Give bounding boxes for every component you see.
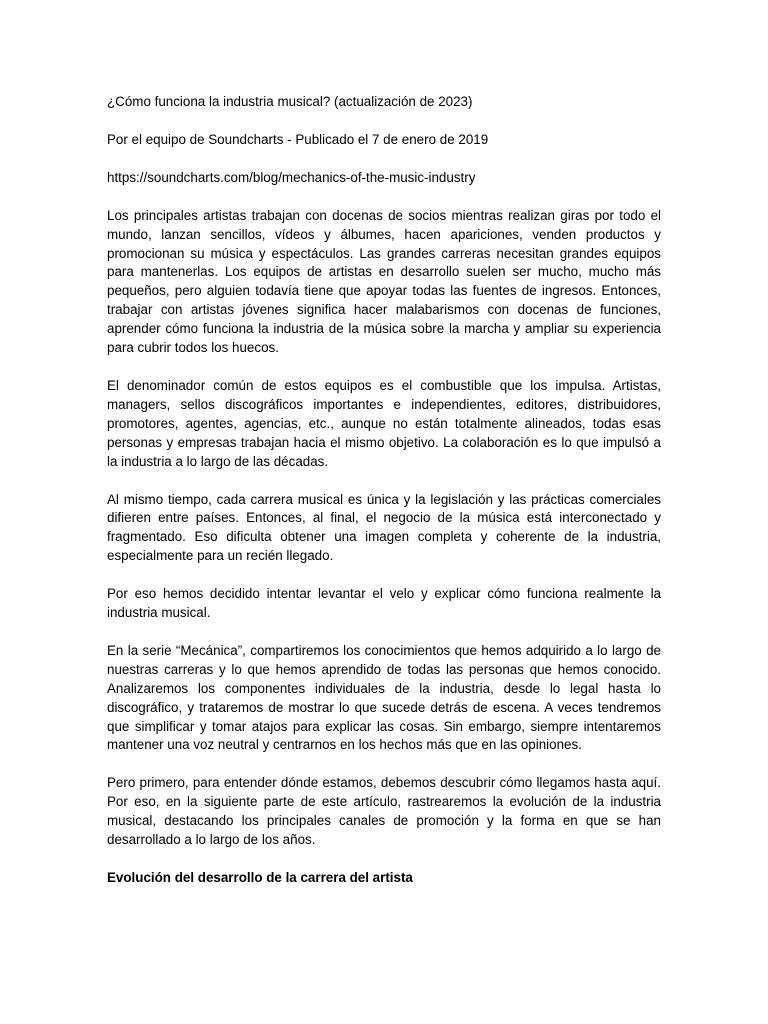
- paragraph-4: Por eso hemos decidido intentar levantar el velo y explicar cómo funciona realmente la industria musical.: [107, 586, 661, 621]
- source-url: https://soundcharts.com/blog/mechanics-of-the-music-industry: [107, 169, 476, 185]
- paragraph-2: El denominador común de estos equipos es el combustible que los impulsa. Artistas, managers, sellos discográficos importantes e independientes, editores, distribuidores, promotores, agentes, agencias, etc., aunque no están totalmente alineados, todas esas personas y empresas trabajan hacia el mismo objetivo. La colaboración es lo que impulsó a la industria a lo largo de las décadas.: [107, 377, 661, 469]
- paragraph-6: Pero primero, para entender dónde estamos, debemos descubrir cómo llegamos hasta aquí. Por eso, en la siguiente parte de este artículo, rastrearemos la evolución de la industria musical, destacando los principales canales de promoción y la forma en que se han desarrollado a lo largo de los años.: [107, 775, 661, 848]
- paragraph-3: Al mismo tiempo, cada carrera musical es única y la legislación y las prácticas comerciales difieren entre países. Entonces, al final, el negocio de la música está interconectado y fragmentado. Eso dificulta obtener una imagen completa y coherente de la industria, especialmente para un recién llegado.: [107, 491, 661, 564]
- document-title: ¿Cómo funciona la industria musical? (actualización de 2023): [107, 94, 473, 109]
- document-page: [107, 93, 661, 888]
- paragraph-5: En la serie “Mecánica”, compartiremos los conocimientos que hemos adquirido a lo largo de nuestras carreras y lo que hemos aprendido de todas las personas que hemos conocido. Analizaremos los componentes individuales de la industria, desde lo legal hasta lo discográfico, y trataremos de mostrar lo que sucede detrás de escena. A veces tendremos que simplificar y tomar atajos para explicar las cosas. Sin embargo, siempre intentaremos mantener una voz neutral y centrarnos en los hechos más que en las opiniones.: [107, 642, 661, 753]
- section-heading: Evolución del desarrollo de la carrera del artista: [107, 870, 413, 885]
- byline: Por el equipo de Soundcharts - Publicado el 7 de enero de 2019: [107, 131, 489, 147]
- paragraph-1: Los principales artistas trabajan con docenas de socios mientras realizan giras por todo el mundo, lanzan sencillos, vídeos y álbumes, hacen apariciones, venden productos y promocionan su música y espectáculos. Las grandes carreras necesitan grandes equipos para mantenerlas. Los equipos de artistas en desarrollo suelen ser mucho, mucho más pequeños, pero alguien todavía tiene que apoyar todas las fuentes de ingresos. Entonces, trabajar con artistas jóvenes significa hacer malabarismos con docenas de funciones, aprender cómo funciona la industria de la música sobre la marcha y ampliar su experiencia para cubrir todos los huecos.: [107, 207, 661, 356]
